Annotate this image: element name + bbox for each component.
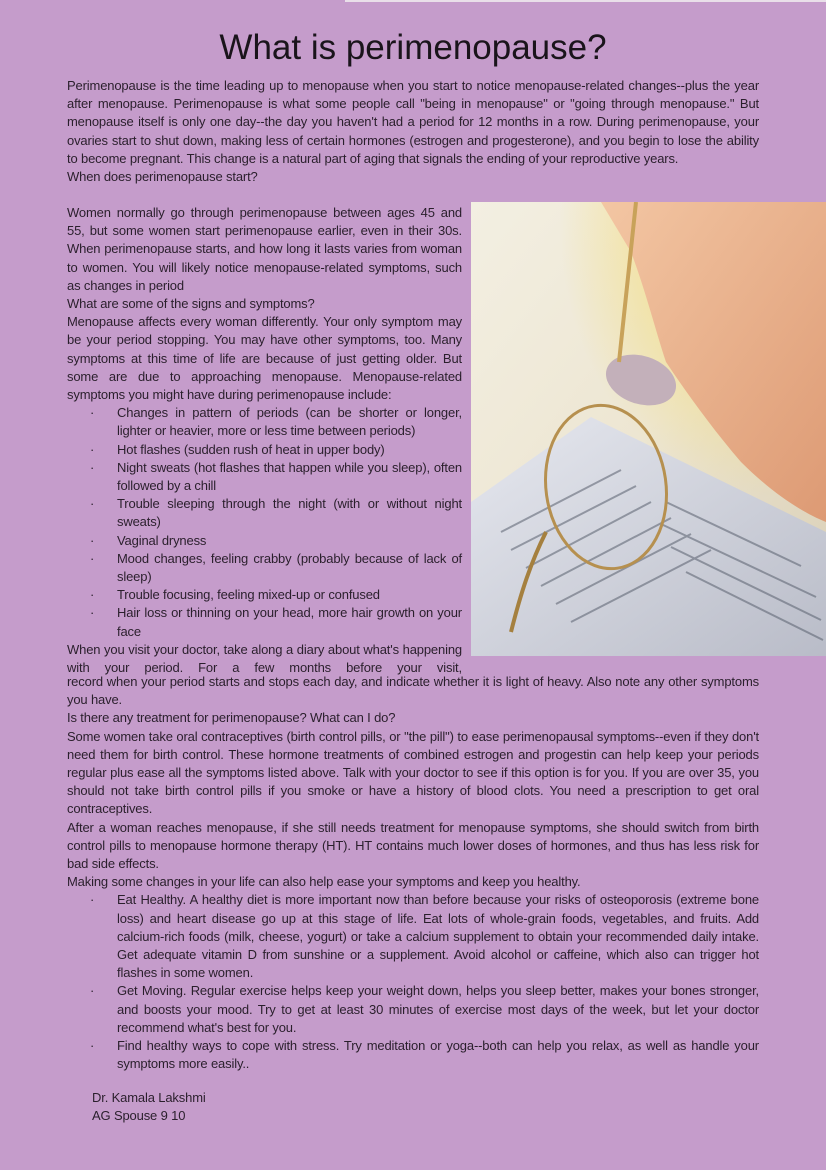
list-item: · Trouble sleeping through the night (with or without night sweats) <box>67 495 462 531</box>
list-item: · Mood changes, feeling crabby (probably because of lack of sleep) <box>67 550 462 586</box>
list-item: · Hot flashes (sudden rush of heat in upper body) <box>67 441 462 459</box>
lifestyle-list <box>67 891 759 1073</box>
answer-treatment: Some women take oral contraceptives (birth control pills, or "the pill") to ease perimenopausal symptoms--even if they don't need them for birth control. These hormone treatments of combined estrogen and progestin can help keep your periods regular plus ease all the symptoms listed above. Talk with your doctor to see if this option is for you. If you are over 35, you should not take birth control pills if you smoke or have a history of blood clots. You need a prescription to get oral contraceptives. <box>67 728 759 817</box>
list-item: · Get Moving. Regular exercise helps keep your weight down, helps you sleep better, makes your bones stronger, and boosts your mood. Try to get at least 30 minutes of exercise most days of the week, but let your doctor recommend what's best for you. <box>67 982 759 1037</box>
glasses-on-book-photo <box>471 202 826 656</box>
list-item: · Trouble focusing, feeling mixed-up or confused <box>67 586 462 604</box>
answer-when-start: Women normally go through perimenopause between ages 45 and 55, but some women start perimenopause earlier, even in their 30s. When perimenopause starts, and how long it lasts varies from woman to women. You will likely notice menopause-related symptoms, such as changes in period <box>67 205 462 293</box>
diary-paragraph-start: When you visit your doctor, take along a diary about what's happening with your period. For a few months before your visit, <box>67 641 462 676</box>
signature <box>92 1089 206 1125</box>
main-section <box>67 673 759 1073</box>
lifestyle-intro: Making some changes in your life can also help ease your symptoms and keep you healthy. <box>67 874 581 890</box>
page-title: What is perimenopause? <box>219 28 607 67</box>
list-item: · Eat Healthy. A healthy diet is more important now than before because your risks of osteoporosis (extreme bone loss) and heart disease go up at this stage of life. Eat lots of whole-grain foods, vegetables, and fruits. Add calcium-rich foods (milk, cheese, yogurt) or take a calcium supplement to obtain your recommended daily intake. Get adequate vitamin D from sunshine or a supplement. Avoid alcohol or caffeine, which also can trigger hot flashes in some women. <box>67 891 759 982</box>
question-treatment: Is there any treatment for perimenopause? What can I do? <box>67 710 396 726</box>
question-when-start: When does perimenopause start? <box>67 169 258 185</box>
author-affiliation: AG Spouse 9 10 <box>92 1108 186 1124</box>
list-item: · Changes in pattern of periods (can be shorter or longer, lighter or heavier, more or less time between periods) <box>67 404 462 440</box>
top-rule <box>345 0 826 2</box>
photo-illustration <box>471 202 826 656</box>
list-item: · Find healthy ways to cope with stress. Try meditation or yoga--both can help you relax, as well as handle your symptoms more easily.. <box>67 1037 759 1073</box>
intro-section <box>67 77 759 186</box>
author-name: Dr. Kamala Lakshmi <box>92 1090 206 1105</box>
symptoms-list <box>67 404 462 641</box>
left-column <box>67 204 462 677</box>
list-item: · Hair loss or thinning on your head, more hair growth on your face <box>67 604 462 640</box>
answer-signs: Menopause affects every woman differently. Your only symptom may be your period stopping. You may have other symptoms, too. Many symptoms at this time of life are because of just getting older. But some are due to approaching menopause. Menopause-related symptoms you might have during perimenopause include: <box>67 314 462 403</box>
question-signs: What are some of the signs and symptoms? <box>67 296 315 312</box>
list-item: · Night sweats (hot flashes that happen while you sleep), often followed by a chill <box>67 459 462 495</box>
answer-hormone-therapy: After a woman reaches menopause, if she still needs treatment for menopause symptoms, she should switch from birth control pills to menopause hormone therapy (HT). HT contains much lower doses of hormones, and thus has less risk for bad side effects. <box>67 819 759 872</box>
intro-paragraph: Perimenopause is the time leading up to menopause when you start to notice menopause-related changes--plus the year after menopause. Perimenopause is what some people call "being in menopause" or "going through menopause." But menopause itself is only one day--the day you haven't had a period for 12 months in a row. During perimenopause, your ovaries start to shut down, making less of certain hormones (estrogen and progesterone), and you begin to lose the ability to become pregnant. This change is a natural part of aging that signals the ending of your reproductive years. <box>67 78 759 166</box>
diary-paragraph-end: record when your period starts and stops each day, and indicate whether it is light of heavy. Also note any other symptoms you have. <box>67 674 759 708</box>
list-item: · Vaginal dryness <box>67 532 462 550</box>
